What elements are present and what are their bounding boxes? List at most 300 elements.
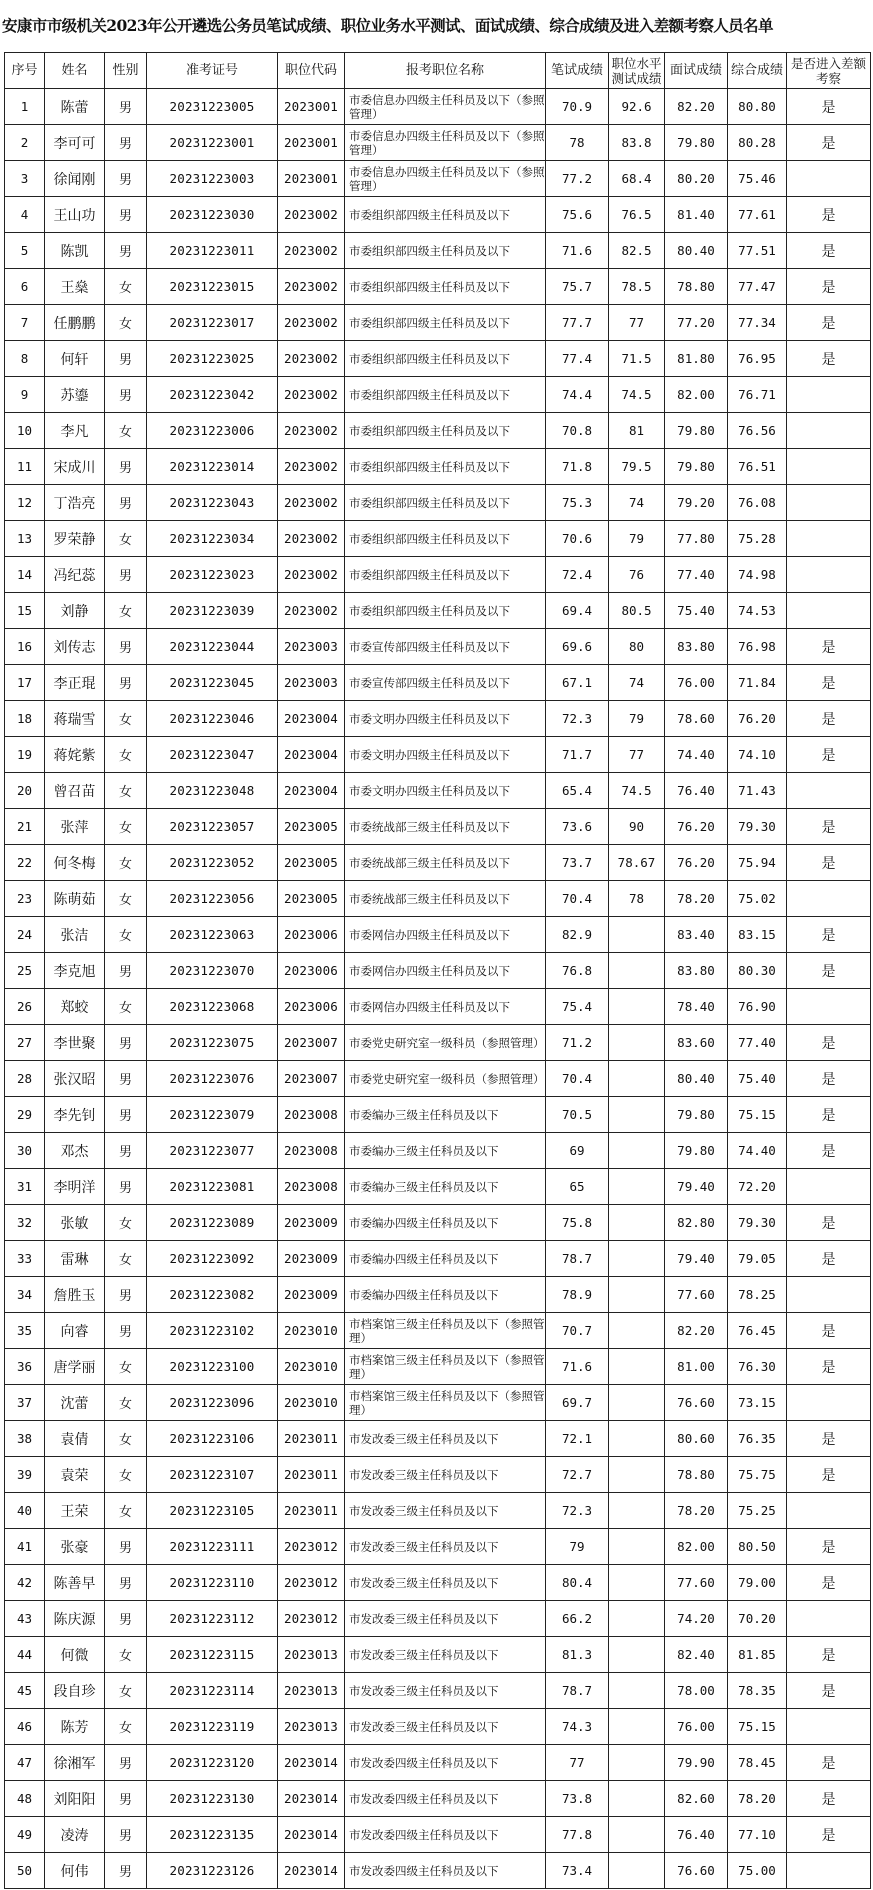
cell-name: 王山功	[45, 197, 105, 233]
cell-exam-id: 20231223017	[147, 305, 278, 341]
cell-inspection	[787, 593, 871, 629]
cell-inspection: 是	[787, 1313, 871, 1349]
cell-total-score: 80.30	[728, 953, 787, 989]
table-row	[5, 1709, 871, 1745]
cell-exam-id: 20231223089	[147, 1205, 278, 1241]
cell-written-score: 70.6	[546, 521, 609, 557]
cell-written-score: 72.3	[546, 1493, 609, 1529]
cell-exam-id: 20231223005	[147, 89, 278, 125]
cell-name: 刘传志	[45, 629, 105, 665]
cell-exam-id: 20231223076	[147, 1061, 278, 1097]
cell-position-code: 2023014	[278, 1817, 345, 1853]
cell-inspection	[787, 161, 871, 197]
cell-gender: 男	[105, 125, 147, 161]
cell-name: 徐湘军	[45, 1745, 105, 1781]
cell-name: 沈蕾	[45, 1385, 105, 1421]
cell-name: 唐学丽	[45, 1349, 105, 1385]
cell-inspection	[787, 1385, 871, 1421]
cell-exam-id: 20231223092	[147, 1241, 278, 1277]
cell-exam-id: 20231223052	[147, 845, 278, 881]
cell-interview-score: 83.60	[665, 1025, 728, 1061]
cell-position-code: 2023011	[278, 1421, 345, 1457]
cell-gender: 男	[105, 197, 147, 233]
cell-total-score: 77.10	[728, 1817, 787, 1853]
cell-position-name: 市委网信办四级主任科员及以下	[345, 917, 546, 953]
cell-index: 1	[5, 89, 45, 125]
cell-position-name: 市委组织部四级主任科员及以下	[345, 233, 546, 269]
cell-total-score: 74.40	[728, 1133, 787, 1169]
table-row	[5, 1349, 871, 1385]
table-row	[5, 773, 871, 809]
cell-interview-score: 78.60	[665, 701, 728, 737]
table-row	[5, 1421, 871, 1457]
cell-written-score: 70.9	[546, 89, 609, 125]
cell-interview-score: 76.40	[665, 773, 728, 809]
cell-level-test-score	[609, 1529, 665, 1565]
cell-index: 7	[5, 305, 45, 341]
cell-interview-score: 79.40	[665, 1169, 728, 1205]
cell-total-score: 76.08	[728, 485, 787, 521]
cell-position-name: 市委编办三级主任科员及以下	[345, 1133, 546, 1169]
cell-gender: 男	[105, 161, 147, 197]
cell-level-test-score: 80	[609, 629, 665, 665]
cell-inspection: 是	[787, 629, 871, 665]
cell-position-code: 2023004	[278, 701, 345, 737]
cell-name: 张汉昭	[45, 1061, 105, 1097]
cell-index: 16	[5, 629, 45, 665]
cell-position-code: 2023002	[278, 521, 345, 557]
cell-name: 任鹏鹏	[45, 305, 105, 341]
cell-gender: 女	[105, 1349, 147, 1385]
cell-gender: 男	[105, 1745, 147, 1781]
header-position-code: 职位代码	[278, 53, 345, 89]
cell-interview-score: 81.80	[665, 341, 728, 377]
cell-inspection: 是	[787, 1421, 871, 1457]
table-row	[5, 845, 871, 881]
cell-written-score: 70.4	[546, 1061, 609, 1097]
cell-level-test-score	[609, 1709, 665, 1745]
header-row	[5, 53, 871, 89]
table-row	[5, 1097, 871, 1133]
cell-exam-id: 20231223047	[147, 737, 278, 773]
cell-position-name: 市委党史研究室一级科员（参照管理）	[345, 1025, 546, 1061]
header-level-test-score: 职位水平测试成绩	[609, 53, 665, 89]
cell-inspection	[787, 413, 871, 449]
cell-inspection	[787, 377, 871, 413]
cell-name: 何伟	[45, 1853, 105, 1889]
table-row	[5, 1277, 871, 1313]
cell-gender: 男	[105, 1097, 147, 1133]
cell-index: 38	[5, 1421, 45, 1457]
cell-gender: 女	[105, 413, 147, 449]
cell-total-score: 75.46	[728, 161, 787, 197]
cell-exam-id: 20231223110	[147, 1565, 278, 1601]
table-row	[5, 449, 871, 485]
cell-name: 李先钊	[45, 1097, 105, 1133]
table-row	[5, 413, 871, 449]
cell-level-test-score: 74	[609, 485, 665, 521]
cell-position-code: 2023007	[278, 1025, 345, 1061]
cell-position-name: 市发改委三级主任科员及以下	[345, 1565, 546, 1601]
cell-gender: 男	[105, 953, 147, 989]
cell-index: 49	[5, 1817, 45, 1853]
cell-written-score: 82.9	[546, 917, 609, 953]
cell-interview-score: 76.20	[665, 845, 728, 881]
cell-interview-score: 79.80	[665, 125, 728, 161]
cell-level-test-score	[609, 1817, 665, 1853]
cell-level-test-score	[609, 1781, 665, 1817]
cell-gender: 女	[105, 737, 147, 773]
cell-interview-score: 78.00	[665, 1673, 728, 1709]
cell-exam-id: 20231223112	[147, 1601, 278, 1637]
table-row	[5, 1169, 871, 1205]
cell-interview-score: 82.20	[665, 89, 728, 125]
cell-inspection: 是	[787, 809, 871, 845]
cell-level-test-score	[609, 1493, 665, 1529]
cell-level-test-score: 78	[609, 881, 665, 917]
cell-exam-id: 20231223039	[147, 593, 278, 629]
cell-written-score: 70.8	[546, 413, 609, 449]
cell-exam-id: 20231223075	[147, 1025, 278, 1061]
cell-index: 3	[5, 161, 45, 197]
cell-name: 蒋姹紫	[45, 737, 105, 773]
cell-position-name: 市委信息办四级主任科员及以下（参照管理）	[345, 125, 546, 161]
cell-inspection	[787, 1709, 871, 1745]
cell-index: 19	[5, 737, 45, 773]
cell-total-score: 79.30	[728, 809, 787, 845]
cell-inspection	[787, 1493, 871, 1529]
cell-level-test-score	[609, 1565, 665, 1601]
cell-level-test-score: 79	[609, 701, 665, 737]
cell-exam-id: 20231223106	[147, 1421, 278, 1457]
cell-gender: 男	[105, 1529, 147, 1565]
table-row	[5, 1565, 871, 1601]
cell-written-score: 77.7	[546, 305, 609, 341]
cell-gender: 男	[105, 665, 147, 701]
cell-level-test-score: 78.5	[609, 269, 665, 305]
cell-level-test-score	[609, 1061, 665, 1097]
cell-total-score: 76.51	[728, 449, 787, 485]
cell-exam-id: 20231223034	[147, 521, 278, 557]
cell-exam-id: 20231223070	[147, 953, 278, 989]
cell-gender: 男	[105, 341, 147, 377]
cell-written-score: 72.4	[546, 557, 609, 593]
cell-level-test-score	[609, 917, 665, 953]
cell-position-name: 市委党史研究室一级科员（参照管理）	[345, 1061, 546, 1097]
cell-inspection: 是	[787, 917, 871, 953]
cell-written-score: 78	[546, 125, 609, 161]
cell-total-score: 78.35	[728, 1673, 787, 1709]
cell-position-code: 2023005	[278, 845, 345, 881]
cell-level-test-score	[609, 953, 665, 989]
cell-gender: 女	[105, 1493, 147, 1529]
cell-index: 26	[5, 989, 45, 1025]
cell-interview-score: 82.00	[665, 1529, 728, 1565]
cell-position-name: 市发改委三级主任科员及以下	[345, 1421, 546, 1457]
cell-exam-id: 20231223057	[147, 809, 278, 845]
cell-index: 30	[5, 1133, 45, 1169]
cell-interview-score: 83.80	[665, 629, 728, 665]
cell-position-name: 市委组织部四级主任科员及以下	[345, 377, 546, 413]
cell-inspection: 是	[787, 737, 871, 773]
table-row	[5, 809, 871, 845]
table-row	[5, 1457, 871, 1493]
cell-index: 29	[5, 1097, 45, 1133]
cell-position-name: 市委组织部四级主任科员及以下	[345, 197, 546, 233]
cell-inspection: 是	[787, 1241, 871, 1277]
cell-written-score: 70.4	[546, 881, 609, 917]
cell-index: 42	[5, 1565, 45, 1601]
cell-written-score: 67.1	[546, 665, 609, 701]
cell-total-score: 79.05	[728, 1241, 787, 1277]
cell-interview-score: 77.40	[665, 557, 728, 593]
cell-level-test-score: 74.5	[609, 773, 665, 809]
cell-index: 28	[5, 1061, 45, 1097]
cell-written-score: 71.6	[546, 1349, 609, 1385]
cell-written-score: 72.1	[546, 1421, 609, 1457]
cell-index: 18	[5, 701, 45, 737]
cell-position-code: 2023010	[278, 1349, 345, 1385]
cell-written-score: 75.3	[546, 485, 609, 521]
cell-position-code: 2023006	[278, 917, 345, 953]
cell-position-name: 市发改委三级主任科员及以下	[345, 1457, 546, 1493]
cell-gender: 女	[105, 1637, 147, 1673]
cell-index: 21	[5, 809, 45, 845]
cell-inspection	[787, 449, 871, 485]
cell-index: 39	[5, 1457, 45, 1493]
cell-gender: 女	[105, 305, 147, 341]
cell-name: 冯纪蕊	[45, 557, 105, 593]
cell-gender: 男	[105, 629, 147, 665]
cell-written-score: 75.4	[546, 989, 609, 1025]
cell-gender: 女	[105, 809, 147, 845]
cell-index: 33	[5, 1241, 45, 1277]
cell-written-score: 65	[546, 1169, 609, 1205]
cell-gender: 男	[105, 1277, 147, 1313]
cell-exam-id: 20231223111	[147, 1529, 278, 1565]
cell-interview-score: 74.40	[665, 737, 728, 773]
cell-total-score: 75.40	[728, 1061, 787, 1097]
cell-name: 刘阳阳	[45, 1781, 105, 1817]
cell-position-name: 市委编办四级主任科员及以下	[345, 1241, 546, 1277]
cell-total-score: 80.80	[728, 89, 787, 125]
cell-level-test-score: 74.5	[609, 377, 665, 413]
cell-gender: 男	[105, 1313, 147, 1349]
cell-position-name: 市委网信办四级主任科员及以下	[345, 989, 546, 1025]
cell-written-score: 69.6	[546, 629, 609, 665]
cell-inspection: 是	[787, 1637, 871, 1673]
cell-inspection: 是	[787, 1457, 871, 1493]
cell-total-score: 75.28	[728, 521, 787, 557]
cell-name: 何轩	[45, 341, 105, 377]
cell-index: 44	[5, 1637, 45, 1673]
cell-written-score: 71.8	[546, 449, 609, 485]
cell-interview-score: 76.60	[665, 1853, 728, 1889]
table-row	[5, 89, 871, 125]
cell-inspection	[787, 989, 871, 1025]
cell-interview-score: 79.90	[665, 1745, 728, 1781]
cell-interview-score: 79.80	[665, 1133, 728, 1169]
cell-written-score: 77	[546, 1745, 609, 1781]
cell-name: 陈凯	[45, 233, 105, 269]
cell-position-name: 市委组织部四级主任科员及以下	[345, 449, 546, 485]
cell-name: 张豪	[45, 1529, 105, 1565]
cell-interview-score: 80.40	[665, 1061, 728, 1097]
cell-gender: 男	[105, 1169, 147, 1205]
cell-level-test-score	[609, 1277, 665, 1313]
table-row	[5, 881, 871, 917]
cell-inspection: 是	[787, 1817, 871, 1853]
cell-written-score: 78.9	[546, 1277, 609, 1313]
cell-position-name: 市委编办三级主任科员及以下	[345, 1097, 546, 1133]
cell-interview-score: 78.40	[665, 989, 728, 1025]
cell-index: 20	[5, 773, 45, 809]
cell-level-test-score: 82.5	[609, 233, 665, 269]
cell-position-name: 市委编办四级主任科员及以下	[345, 1277, 546, 1313]
cell-gender: 女	[105, 593, 147, 629]
cell-exam-id: 20231223077	[147, 1133, 278, 1169]
cell-total-score: 76.45	[728, 1313, 787, 1349]
cell-gender: 女	[105, 1457, 147, 1493]
cell-exam-id: 20231223120	[147, 1745, 278, 1781]
cell-inspection	[787, 557, 871, 593]
cell-position-name: 市委宣传部四级主任科员及以下	[345, 629, 546, 665]
cell-position-code: 2023002	[278, 413, 345, 449]
cell-position-code: 2023002	[278, 269, 345, 305]
cell-name: 张洁	[45, 917, 105, 953]
cell-position-name: 市委宣传部四级主任科员及以下	[345, 665, 546, 701]
cell-total-score: 76.90	[728, 989, 787, 1025]
cell-interview-score: 82.80	[665, 1205, 728, 1241]
cell-interview-score: 76.60	[665, 1385, 728, 1421]
cell-level-test-score	[609, 1313, 665, 1349]
cell-written-score: 69	[546, 1133, 609, 1169]
table-row	[5, 1601, 871, 1637]
cell-position-code: 2023010	[278, 1313, 345, 1349]
cell-level-test-score	[609, 1241, 665, 1277]
cell-gender: 女	[105, 1421, 147, 1457]
cell-gender: 男	[105, 1601, 147, 1637]
results-table	[4, 52, 871, 1889]
cell-position-name: 市委编办三级主任科员及以下	[345, 1169, 546, 1205]
cell-position-code: 2023012	[278, 1529, 345, 1565]
cell-level-test-score	[609, 989, 665, 1025]
cell-position-name: 市档案馆三级主任科员及以下（参照管理）	[345, 1349, 546, 1385]
cell-name: 凌涛	[45, 1817, 105, 1853]
cell-level-test-score: 77	[609, 305, 665, 341]
document-title: 安康市市级机关2023年公开遴选公务员笔试成绩、职位业务水平测试、面试成绩、综合成绩及进入差额考察人员名单	[2, 16, 773, 35]
cell-level-test-score	[609, 1097, 665, 1133]
cell-interview-score: 80.40	[665, 233, 728, 269]
cell-position-code: 2023013	[278, 1709, 345, 1745]
cell-name: 王荣	[45, 1493, 105, 1529]
cell-index: 8	[5, 341, 45, 377]
cell-gender: 男	[105, 1133, 147, 1169]
cell-name: 陈蕾	[45, 89, 105, 125]
cell-position-code: 2023008	[278, 1097, 345, 1133]
cell-exam-id: 20231223096	[147, 1385, 278, 1421]
cell-index: 10	[5, 413, 45, 449]
cell-total-score: 83.15	[728, 917, 787, 953]
cell-total-score: 80.28	[728, 125, 787, 161]
cell-exam-id: 20231223014	[147, 449, 278, 485]
cell-gender: 女	[105, 845, 147, 881]
cell-inspection	[787, 773, 871, 809]
cell-index: 24	[5, 917, 45, 953]
cell-position-code: 2023002	[278, 557, 345, 593]
cell-written-score: 75.7	[546, 269, 609, 305]
cell-inspection	[787, 485, 871, 521]
cell-level-test-score	[609, 1133, 665, 1169]
table-row	[5, 1241, 871, 1277]
cell-index: 9	[5, 377, 45, 413]
cell-exam-id: 20231223003	[147, 161, 278, 197]
cell-index: 36	[5, 1349, 45, 1385]
cell-position-name: 市委文明办四级主任科员及以下	[345, 701, 546, 737]
cell-name: 郑蛟	[45, 989, 105, 1025]
cell-written-score: 73.4	[546, 1853, 609, 1889]
cell-index: 6	[5, 269, 45, 305]
cell-exam-id: 20231223056	[147, 881, 278, 917]
cell-exam-id: 20231223107	[147, 1457, 278, 1493]
cell-name: 王燊	[45, 269, 105, 305]
cell-position-code: 2023009	[278, 1277, 345, 1313]
cell-level-test-score: 76	[609, 557, 665, 593]
cell-name: 张萍	[45, 809, 105, 845]
cell-position-code: 2023006	[278, 953, 345, 989]
cell-gender: 男	[105, 485, 147, 521]
table-row	[5, 593, 871, 629]
cell-total-score: 73.15	[728, 1385, 787, 1421]
cell-level-test-score	[609, 1853, 665, 1889]
cell-position-code: 2023011	[278, 1493, 345, 1529]
cell-position-name: 市委组织部四级主任科员及以下	[345, 305, 546, 341]
cell-position-name: 市委组织部四级主任科员及以下	[345, 269, 546, 305]
table-row	[5, 1205, 871, 1241]
cell-index: 48	[5, 1781, 45, 1817]
cell-written-score: 78.7	[546, 1241, 609, 1277]
cell-inspection	[787, 1601, 871, 1637]
cell-index: 22	[5, 845, 45, 881]
header-written-score: 笔试成绩	[546, 53, 609, 89]
cell-inspection: 是	[787, 89, 871, 125]
cell-interview-score: 83.40	[665, 917, 728, 953]
cell-total-score: 74.53	[728, 593, 787, 629]
cell-name: 宋成川	[45, 449, 105, 485]
cell-exam-id: 20231223130	[147, 1781, 278, 1817]
cell-total-score: 78.20	[728, 1781, 787, 1817]
cell-inspection: 是	[787, 845, 871, 881]
cell-total-score: 72.20	[728, 1169, 787, 1205]
cell-total-score: 79.30	[728, 1205, 787, 1241]
cell-exam-id: 20231223023	[147, 557, 278, 593]
cell-position-name: 市委网信办四级主任科员及以下	[345, 953, 546, 989]
cell-total-score: 81.85	[728, 1637, 787, 1673]
cell-position-code: 2023014	[278, 1781, 345, 1817]
cell-total-score: 71.84	[728, 665, 787, 701]
table-row	[5, 1385, 871, 1421]
table-row	[5, 665, 871, 701]
cell-level-test-score: 80.5	[609, 593, 665, 629]
cell-position-code: 2023002	[278, 377, 345, 413]
cell-level-test-score: 74	[609, 665, 665, 701]
table-row	[5, 1781, 871, 1817]
cell-position-name: 市委文明办四级主任科员及以下	[345, 737, 546, 773]
cell-position-name: 市委统战部三级主任科员及以下	[345, 809, 546, 845]
cell-position-name: 市委文明办四级主任科员及以下	[345, 773, 546, 809]
cell-written-score: 71.2	[546, 1025, 609, 1061]
cell-written-score: 81.3	[546, 1637, 609, 1673]
